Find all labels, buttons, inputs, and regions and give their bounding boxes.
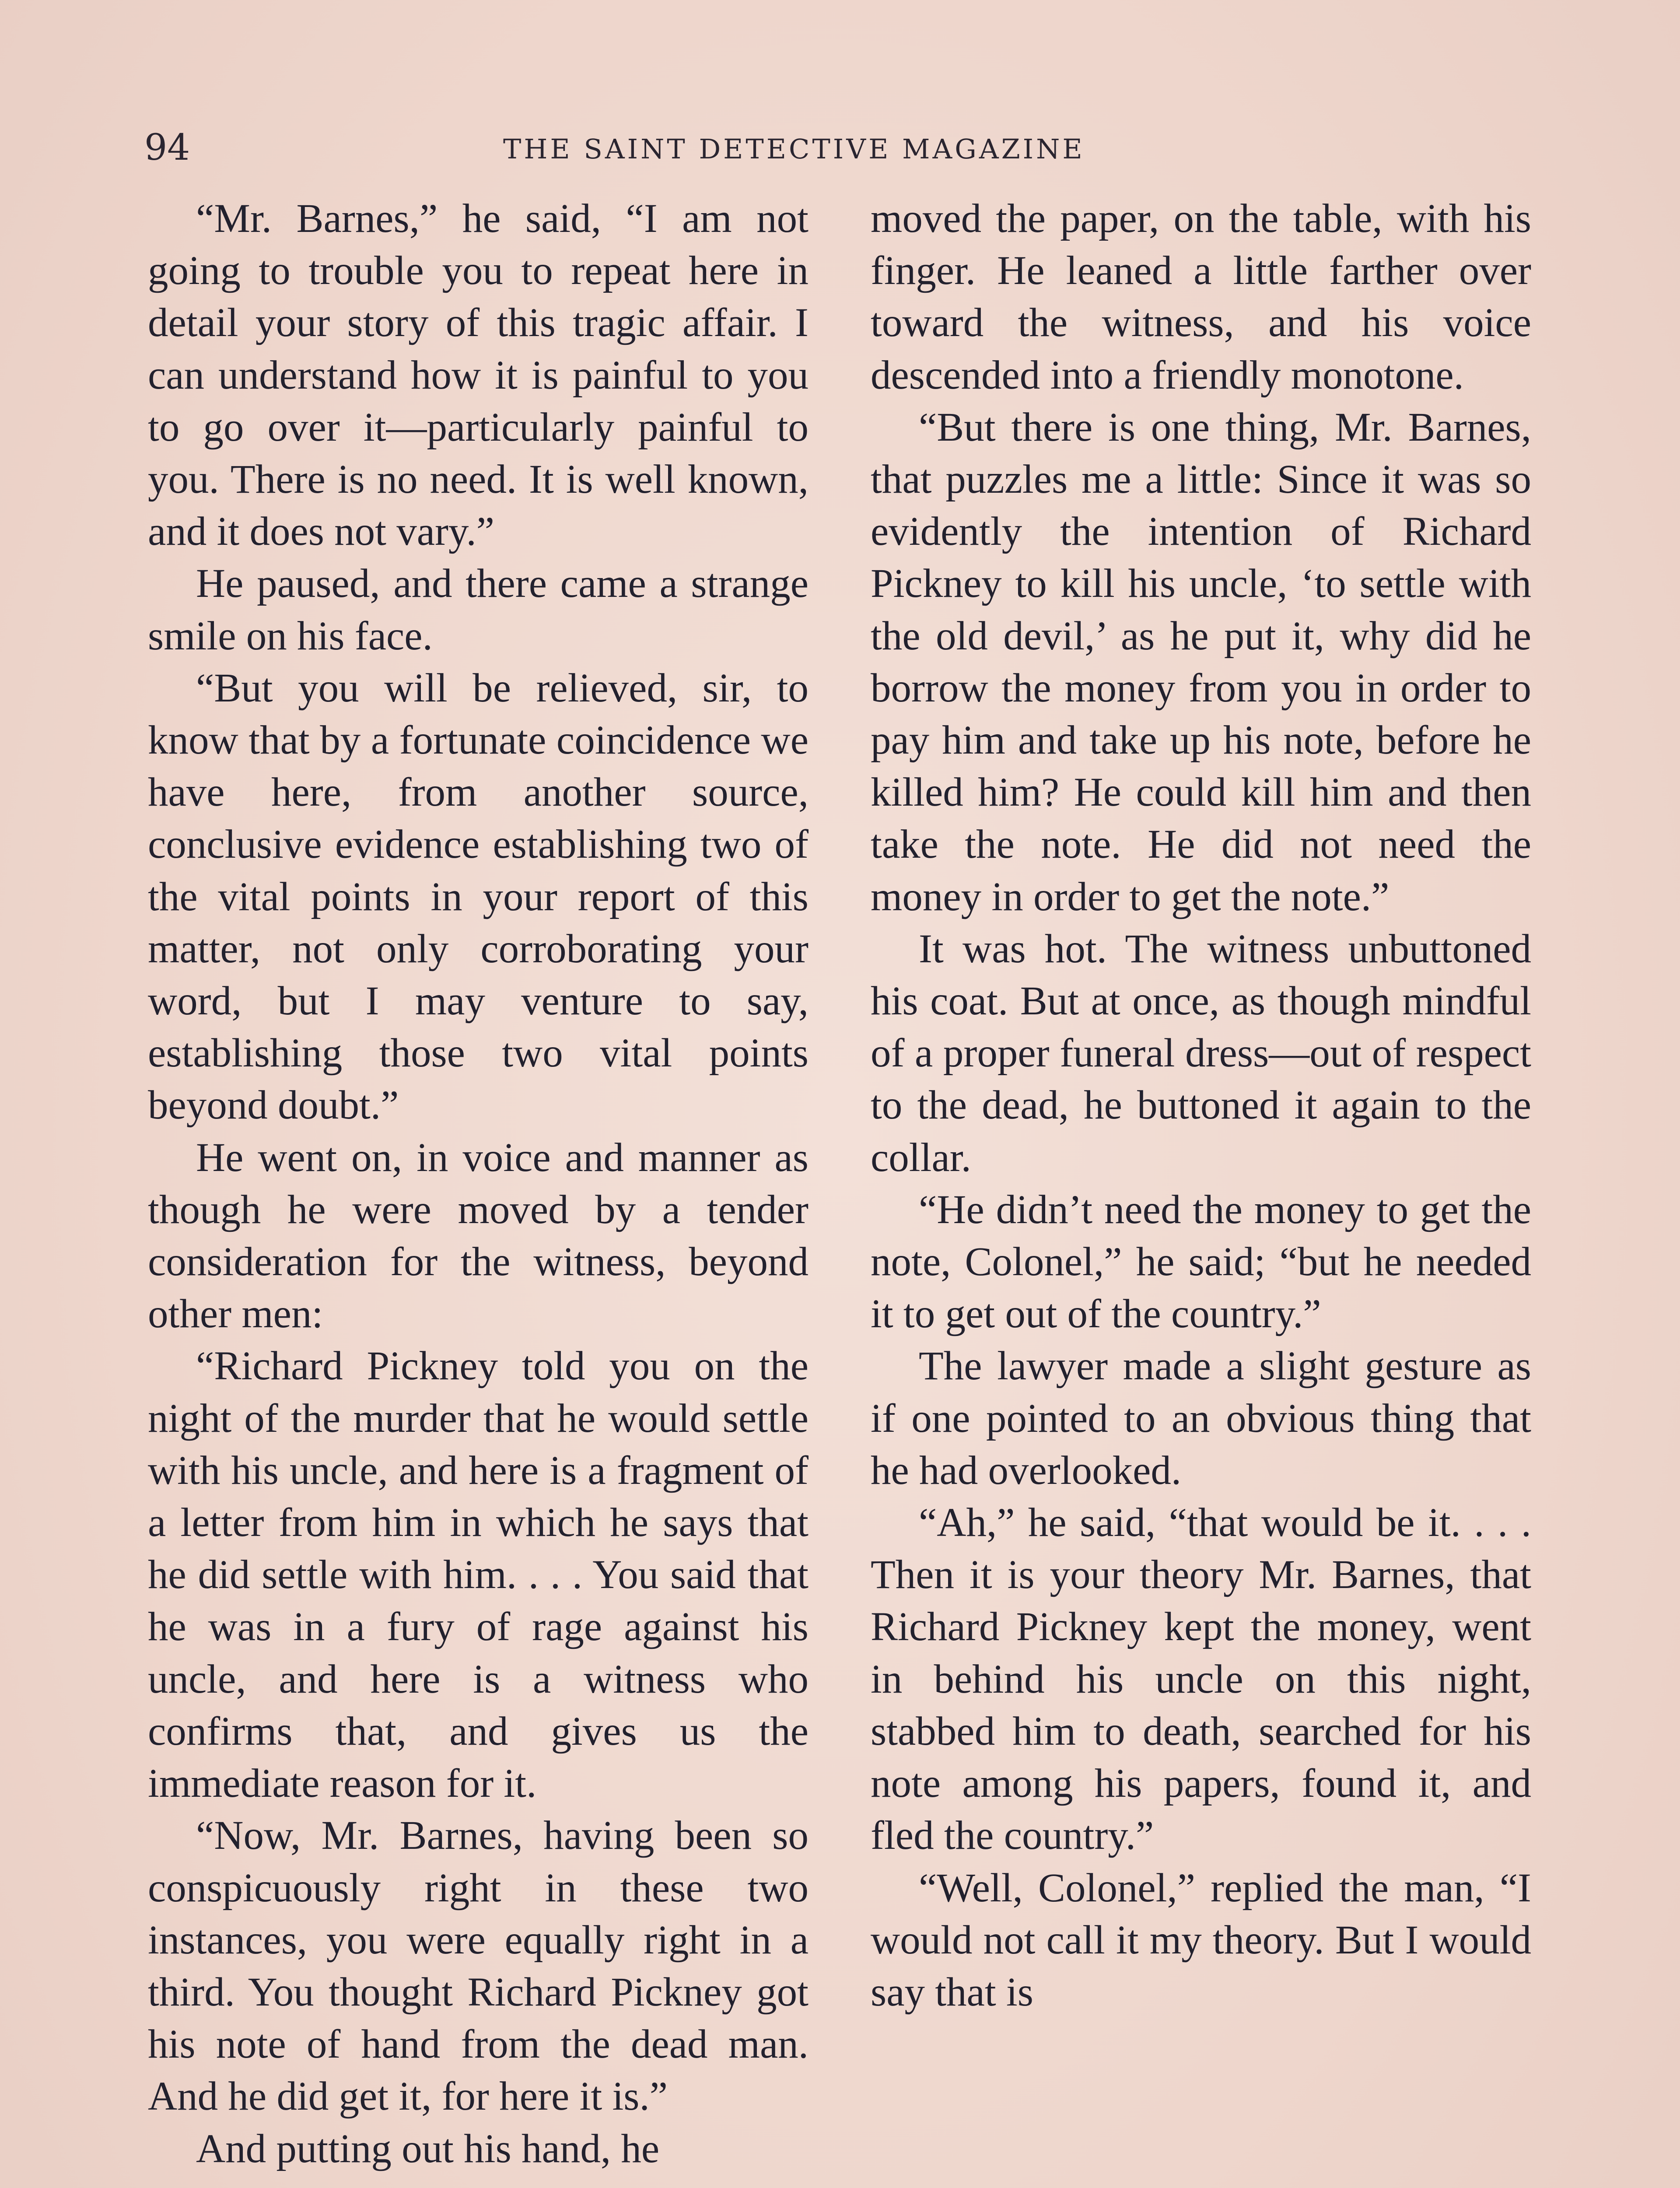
left-text-column: [148, 193, 808, 2175]
right-text-column: [871, 193, 1531, 2018]
paragraph: “But there is one thing, Mr. Barnes, that puzzles me a little: Since it was so evidently the intention of Richard Pickney to kill his uncle, ‘to settle with the old devil,’ as he put it, why did he borrow the money from you in order to pay him and take up his note, before he killed him? He could kill him and then take the note. He did not need the money in order to get the note.”: [871, 404, 1531, 919]
running-head-title: THE SAINT DETECTIVE MAGAZINE: [503, 133, 1085, 165]
paragraph: “Mr. Barnes,” he said, “I am not going to trouble you to repeat here in detail your story of this tragic affair. I can understand how it is painful to you to go over it—particularly painful to you. There is no need. It is well known, and it does not vary.”: [148, 196, 808, 554]
page-header: [144, 127, 1544, 175]
page-number: 94: [144, 127, 190, 168]
paragraph: He went on, in voice and manner as though he were moved by a tender consideration for the witness, beyond other men:: [148, 1135, 808, 1337]
paragraph: He paused, and there came a strange smile on his face.: [148, 561, 808, 659]
paragraph: “Richard Pickney told you on the night of the murder that he would settle with his uncle, and here is a fragment of a letter from him in which he says that he did settle with him. . . . You said that he was in a fury of rage against his uncle, and here is a witness who confirms that, and gives us the immediate reason for it.: [148, 1343, 808, 1806]
paragraph-continued: moved the paper, on the table, with his finger. He leaned a little farther over toward the witness, and his voice descended into a friendly monotone.: [871, 196, 1531, 398]
paragraph: It was hot. The witness unbuttoned his coat. But at once, as though mindful of a proper funeral dress—out of respect to the dead, he buttoned it again to the collar.: [871, 926, 1531, 1180]
paragraph: And putting out his hand, he: [196, 2126, 660, 2171]
paragraph: “Now, Mr. Barnes, having been so conspicuously right in these two instances, you were equally right in a third. You thought Richard Pickney got his note of hand from the dead man. And he did get it, for here it is.”: [148, 1813, 808, 2119]
paragraph: “He didn’t need the money to get the note, Colonel,” he said; “but he needed it to get out of the country.”: [871, 1187, 1531, 1337]
paragraph: “But you will be relieved, sir, to know that by a fortunate coincidence we have here, from another source, conclusive evidence establishing two of the vital points in your report of this matter, not only corroborating your word, but I may venture to say, establishing those two vital points beyond doubt.”: [148, 665, 808, 1128]
paragraph: The lawyer made a slight gesture as if one pointed to an obvious thing that he had overlooked.: [871, 1343, 1531, 1493]
paragraph: “Ah,” he said, “that would be it. . . . Then it is your theory Mr. Barnes, that Richard Pickney kept the money, went in behind his uncle on this night, stabbed him to death, searched for his note among his papers, found it, and fled the country.”: [871, 1500, 1531, 1858]
paragraph: “Well, Colonel,” replied the man, “I would not call it my theory. But I would say that is: [871, 1865, 1531, 2015]
